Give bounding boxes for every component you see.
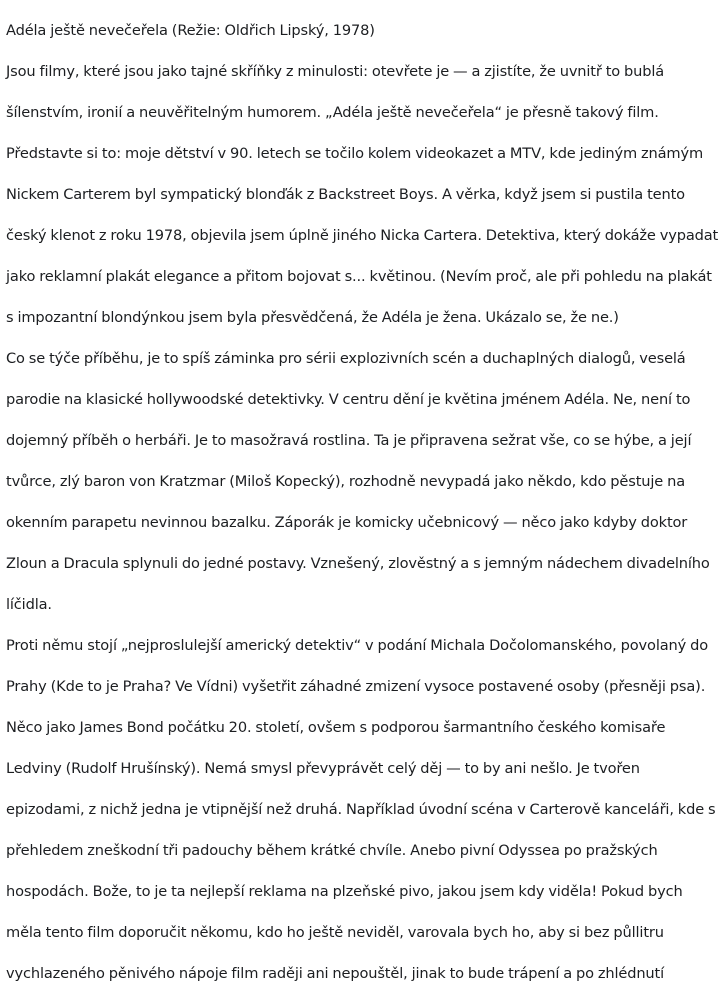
text-line: epizodami, z nichž jedna je vtipnější než druhá. Například úvodní scéna v Carterově kanceláři, kde s	[6, 800, 716, 818]
text-line: parodie na klasické hollywoodské detektivky. V centru dění je květina jménem Adéla. Ne, není to	[6, 390, 691, 408]
text-line: jako reklamní plakát elegance a přitom bojovat s... květinou. (Nevím proč, ale při pohledu na plakát	[6, 267, 712, 285]
text-line: dojemný příběh o herbáři. Je to masožravá rostlina. Ta je připravena sežrat vše, co se hýbe, a její	[6, 431, 692, 449]
text-line: měla tento film doporučit někomu, kdo ho ještě neviděl, varovala bych ho, aby si bez půllitru	[6, 923, 664, 941]
text-line: líčidla.	[6, 595, 52, 613]
text-line: okenním parapetu nevinnou bazalku. Záporák je komicky učebnicový — něco jako kdyby doktor	[6, 513, 688, 531]
text-line: přehledem zneškodní tři padouchy během krátké chvíle. Anebo pivní Odyssea po pražských	[6, 841, 658, 859]
text-line: Představte si to: moje dětství v 90. letech se točilo kolem videokazet a MTV, kde jediným známým	[6, 144, 704, 162]
post-title-line: Adéla ještě nevečeřela (Režie: Oldřich Lipský, 1978)	[6, 21, 375, 39]
text-line: šílenstvím, ironií a neuvěřitelným humorem. „Adéla ještě nevečeřela“ je přesně takový film.	[6, 103, 659, 121]
text-line: Jsou filmy, které jsou jako tajné skříňky z minulosti: otevřete je — a zjistíte, že uvnitř to bublá	[6, 62, 665, 80]
text-line: Zloun a Dracula splynuli do jedné postavy. Vznešený, zlověstný a s jemným nádechem divadelního	[6, 554, 710, 572]
text-line: český klenot z roku 1978, objevila jsem úplně jiného Nicka Cartera. Detektiva, který dokáže vypadat	[6, 226, 718, 244]
text-line: Něco jako James Bond počátku 20. století, ovšem s podporou šarmantního českého komisaře	[6, 718, 666, 736]
text-line: hospodách. Bože, to je ta nejlepší reklama na plzeňské pivo, jakou jsem kdy viděla! Pokud bych	[6, 882, 683, 900]
text-line: vychlazeného pěnivého nápoje film raději ani nepouštěl, jinak to bude trápení a po zhlédnutí	[6, 964, 665, 982]
text-line: Nickem Carterem byl sympatický blonďák z Backstreet Boys. A věrka, když jsem si pustila tento	[6, 185, 685, 203]
text-line: s impozantní blondýnkou jsem byla přesvědčená, že Adéla je žena. Ukázalo se, že ne.)	[6, 308, 619, 326]
text-line: Ledviny (Rudolf Hrušínský). Nemá smysl převyprávět celý děj — to by ani nešlo. Je tvořen	[6, 759, 640, 777]
text-line: Co se týče příběhu, je to spíš záminka pro sérii explozivních scén a duchaplných dialogů, veselá	[6, 349, 686, 367]
text-line: Proti němu stojí „nejproslulejší americký detektiv“ v podání Michala Dočolomanského, povolaný do	[6, 636, 708, 654]
text-line: tvůrce, zlý baron von Kratzmar (Miloš Kopecký), rozhodně nevypadá jako někdo, kdo pěstuje na	[6, 472, 685, 490]
text-line: Prahy (Kde to je Praha? Ve Vídni) vyšetřit záhadné zmizení vysoce postavené osoby (přesněji psa).	[6, 677, 706, 695]
